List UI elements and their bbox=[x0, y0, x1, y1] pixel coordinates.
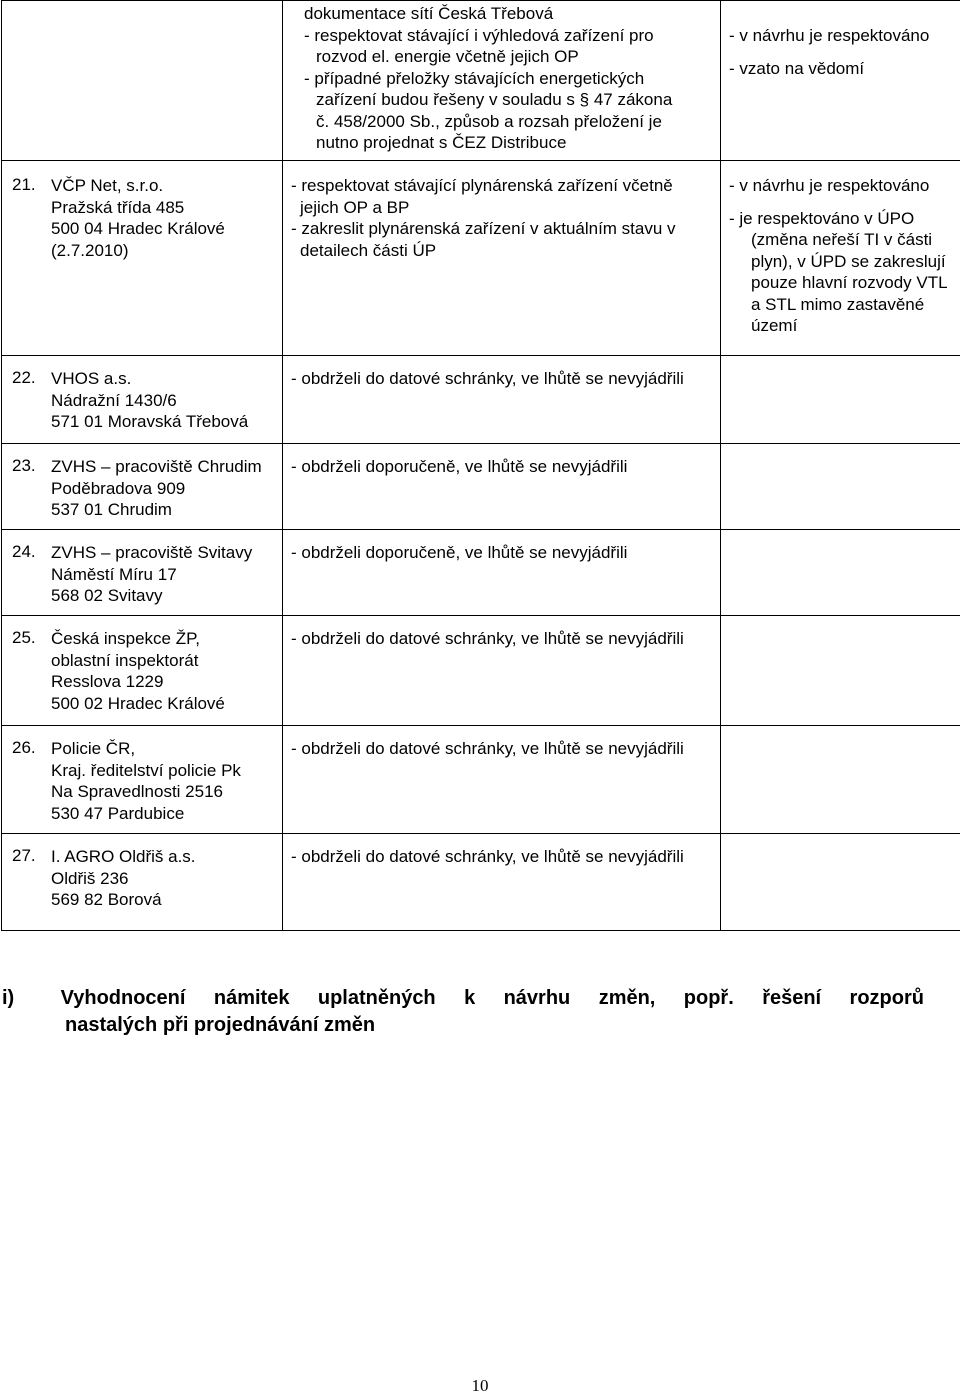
org-line: I. AGRO Oldřiš a.s. bbox=[51, 846, 282, 868]
org-line: 500 04 Hradec Králové bbox=[51, 218, 282, 240]
heading-word: popř. bbox=[684, 985, 734, 1012]
comment-line: - obdrželi do datové schránky, ve lhůtě se nevyjádřili bbox=[291, 846, 720, 868]
org-line: VČP Net, s.r.o. bbox=[51, 175, 282, 197]
comment-cell bbox=[283, 356, 721, 444]
row-number: 25. bbox=[12, 628, 36, 648]
section-label: i) bbox=[2, 985, 14, 1012]
heading-word: uplatněných bbox=[318, 985, 436, 1012]
heading-word: návrhu bbox=[504, 985, 571, 1012]
org-line: ZVHS – pracoviště Chrudim bbox=[51, 456, 282, 478]
comment-line: - obdrželi doporučeně, ve lhůtě se nevyjádřili bbox=[291, 456, 720, 478]
heading-word: řešení bbox=[762, 985, 821, 1012]
result-line: (změna neřeší TI v části bbox=[729, 229, 960, 251]
org-cell bbox=[2, 444, 283, 530]
comment-cell bbox=[283, 161, 721, 356]
result-line: - je respektováno v ÚPO bbox=[729, 208, 960, 230]
heading-line-1 bbox=[2, 985, 924, 1012]
heading-line-2: nastalých při projednávání změn bbox=[65, 1012, 927, 1039]
result-cell bbox=[721, 616, 960, 726]
result-cell bbox=[721, 726, 960, 834]
comment-line: - případné přeložky stávajících energetických bbox=[291, 68, 720, 90]
comment-line: - respektovat stávající i výhledová zařízení pro bbox=[291, 25, 720, 47]
comments-table bbox=[1, 0, 960, 931]
result-cell bbox=[721, 1, 960, 161]
org-line: Oldřiš 236 bbox=[51, 868, 282, 890]
comment-cell bbox=[283, 444, 721, 530]
heading-word: k bbox=[464, 985, 475, 1012]
comment-line: - obdrželi do datové schránky, ve lhůtě se nevyjádřili bbox=[291, 738, 720, 760]
result-gap bbox=[729, 197, 960, 208]
comment-cell bbox=[283, 726, 721, 834]
org-line: 500 02 Hradec Králové bbox=[51, 693, 282, 715]
comment-line: - obdrželi doporučeně, ve lhůtě se nevyjádřili bbox=[291, 542, 720, 564]
row-number: 26. bbox=[12, 738, 36, 758]
table-row bbox=[2, 356, 960, 444]
result-line: a STL mimo zastavěné bbox=[729, 294, 960, 316]
org-line: Pražská třída 485 bbox=[51, 197, 282, 219]
result-cell bbox=[721, 530, 960, 616]
org-line: Poděbradova 909 bbox=[51, 478, 282, 500]
table-row bbox=[2, 834, 960, 931]
row-number: 27. bbox=[12, 846, 36, 866]
org-cell bbox=[2, 834, 283, 931]
comment-line: dokumentace sítí Česká Třebová bbox=[291, 3, 720, 25]
org-cell bbox=[2, 161, 283, 356]
result-line: - v návrhu je respektováno bbox=[729, 175, 960, 197]
org-line: 537 01 Chrudim bbox=[51, 499, 282, 521]
heading-word: Vyhodnocení bbox=[61, 985, 186, 1012]
org-line: Náměstí Míru 17 bbox=[51, 564, 282, 586]
comment-cell bbox=[283, 616, 721, 726]
org-cell bbox=[2, 530, 283, 616]
result-cell bbox=[721, 356, 960, 444]
comment-line: č. 458/2000 Sb., způsob a rozsah přeložení je bbox=[291, 111, 720, 133]
comment-cell bbox=[283, 1, 721, 161]
org-line: 569 82 Borová bbox=[51, 889, 282, 911]
result-cell bbox=[721, 444, 960, 530]
org-cell bbox=[2, 356, 283, 444]
table-row bbox=[2, 530, 960, 616]
org-line: Nádražní 1430/6 bbox=[51, 390, 282, 412]
org-cell bbox=[2, 616, 283, 726]
heading-word: námitek bbox=[214, 985, 290, 1012]
row-number: 21. bbox=[12, 175, 36, 195]
org-cell bbox=[2, 1, 283, 161]
comment-line: jejich OP a BP bbox=[291, 197, 720, 219]
comment-line: - obdrželi do datové schránky, ve lhůtě se nevyjádřili bbox=[291, 368, 720, 390]
comment-line: - respektovat stávající plynárenská zařízení včetně bbox=[291, 175, 720, 197]
org-line: oblastní inspektorát bbox=[51, 650, 282, 672]
comment-cell bbox=[283, 834, 721, 931]
heading-word: změn, bbox=[599, 985, 656, 1012]
org-cell bbox=[2, 726, 283, 834]
org-line: 530 47 Pardubice bbox=[51, 803, 282, 825]
table-row bbox=[2, 444, 960, 530]
result-line: - vzato na vědomí bbox=[729, 58, 960, 80]
comment-cell bbox=[283, 530, 721, 616]
table-row bbox=[2, 161, 960, 356]
comment-line: zařízení budou řešeny v souladu s § 47 zákona bbox=[291, 89, 720, 111]
comment-line: nutno projednat s ČEZ Distribuce bbox=[291, 132, 720, 154]
table-row bbox=[2, 616, 960, 726]
comment-line: - obdrželi do datové schránky, ve lhůtě se nevyjádřili bbox=[291, 628, 720, 650]
page-number: 10 bbox=[0, 1376, 960, 1396]
result-line: území bbox=[729, 315, 960, 337]
row-number: 24. bbox=[12, 542, 36, 562]
result-line: - v návrhu je respektováno bbox=[729, 25, 960, 47]
org-line: VHOS a.s. bbox=[51, 368, 282, 390]
row-number: 23. bbox=[12, 456, 36, 476]
org-line: Policie ČR, bbox=[51, 738, 282, 760]
org-line: Na Spravedlnosti 2516 bbox=[51, 781, 282, 803]
table-row bbox=[2, 726, 960, 834]
result-cell bbox=[721, 834, 960, 931]
result-cell bbox=[721, 161, 960, 356]
org-line: Resslova 1229 bbox=[51, 671, 282, 693]
comment-line: detailech části ÚP bbox=[291, 240, 720, 262]
comment-line: - zakreslit plynárenská zařízení v aktuálním stavu v bbox=[291, 218, 720, 240]
org-line: Kraj. ředitelství policie Pk bbox=[51, 760, 282, 782]
org-line: 571 01 Moravská Třebová bbox=[51, 411, 282, 433]
result-line: plyn), v ÚPD se zakreslují bbox=[729, 251, 960, 273]
result-gap bbox=[729, 47, 960, 58]
org-line: (2.7.2010) bbox=[51, 240, 282, 262]
row-number: 22. bbox=[12, 368, 36, 388]
section-heading bbox=[62, 985, 924, 1039]
heading-word: rozporů bbox=[850, 985, 924, 1012]
org-line: ZVHS – pracoviště Svitavy bbox=[51, 542, 282, 564]
result-line: pouze hlavní rozvody VTL bbox=[729, 272, 960, 294]
org-line: Česká inspekce ŽP, bbox=[51, 628, 282, 650]
comment-line: rozvod el. energie včetně jejich OP bbox=[291, 46, 720, 68]
org-line: 568 02 Svitavy bbox=[51, 585, 282, 607]
table-row bbox=[2, 1, 960, 161]
